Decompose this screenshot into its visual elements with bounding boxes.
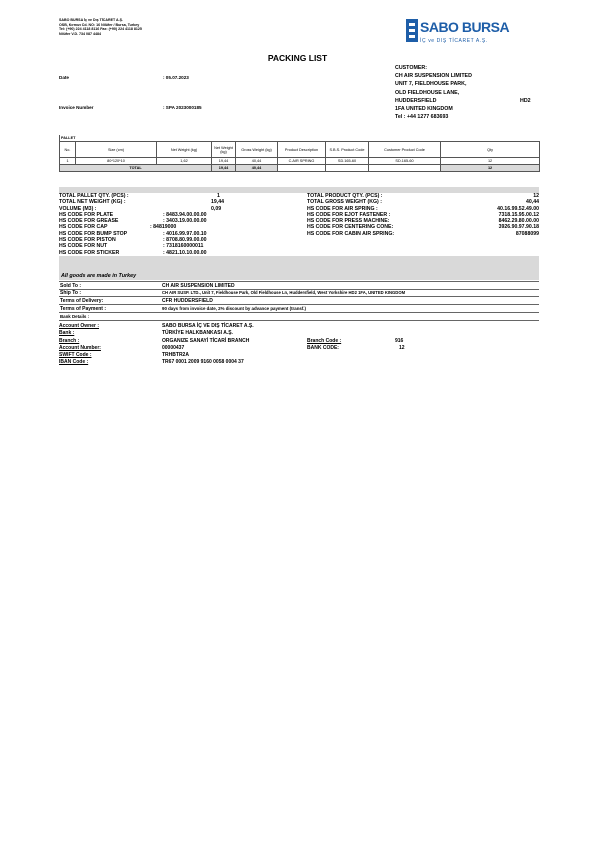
summary-value: 0,09	[211, 205, 222, 212]
bank-label: Bank :	[59, 330, 75, 337]
summary-value: : 4821.10.10.00.00	[163, 249, 207, 256]
customer-line: UNIT 7, FIELDHOUSE PARK,	[395, 81, 467, 88]
account-value: 00000437	[162, 344, 185, 351]
summary-label: HS CODE FOR CENTERING CONE:	[307, 224, 394, 231]
origin-note: All goods are made in Turkey	[61, 273, 137, 279]
sold-to-label: Sold To :	[60, 282, 82, 289]
summary-value: 3926.90.97.90.18	[498, 224, 539, 231]
logo-title: SABO BURSA	[420, 19, 510, 35]
delivery-label: Terms of Delivery:	[60, 297, 104, 304]
date-label: Date	[59, 75, 69, 80]
summary-label: HS CODE FOR PLATE	[59, 211, 114, 218]
customer-line: CH AIR SUSPENSION LIMITED	[395, 73, 472, 80]
summary-label: HS CODE FOR EJOT FASTENER :	[307, 211, 391, 218]
customer-line: 1FA UNITED KINGDOM	[395, 106, 453, 113]
summary-value: 40,44	[526, 199, 539, 206]
column-header: S.B.S. Product Code	[326, 142, 369, 158]
delivery-value: CFR HUDDERSFIELD	[162, 297, 213, 304]
summary-value: : 4016.99.97.00.10	[163, 230, 207, 237]
summary-value: 7318.15.95.00.12	[498, 211, 539, 218]
column-header: Customer Product Code	[369, 142, 441, 158]
customer-line: Tel : +44 1277 683693	[395, 114, 449, 121]
owner-value: SABO BURSA İÇ VE DIŞ TİCARET A.Ş.	[162, 323, 254, 329]
summary-label: HS CODE FOR GREASE	[59, 218, 119, 225]
total-net-weight: 19,44	[212, 165, 236, 172]
summary-value: 40.16.99.52.49.00	[497, 205, 539, 212]
page-title: PACKING LIST	[267, 53, 328, 63]
summary-label: TOTAL PALLET QTY. (PCS) :	[59, 193, 129, 199]
ship-to-label: Ship To :	[60, 289, 82, 296]
table-cell: C.AIR SPRING	[278, 158, 326, 165]
branch-code-label: Branch Code :	[307, 337, 342, 344]
table-cell: 40,44	[236, 158, 278, 165]
iban-label: IBAN Code :	[59, 359, 89, 366]
column-header: Size (cm)	[76, 142, 157, 158]
total-qty: 12	[441, 165, 540, 172]
summary-value: : 3403.19.00.00.00	[163, 218, 207, 225]
customer-line: HUDDERSFIELD	[395, 97, 437, 104]
bank-code-label: BANK CODE:	[307, 344, 339, 351]
packing-table	[59, 135, 540, 172]
company-address-block	[59, 18, 142, 36]
summary-value: : 7318160000011	[163, 243, 204, 250]
table-cell: 1	[60, 158, 76, 165]
customer-heading: CUSTOMER:	[395, 65, 427, 71]
column-header: No.	[60, 142, 76, 158]
pallet-header: PALLET	[60, 135, 540, 142]
summary-value: 19,44	[211, 199, 224, 206]
table-cell: 80*120*10	[76, 158, 157, 165]
company-name: SABO BURSA İç ve Dış TİCARET A.Ş.	[59, 18, 124, 22]
customer-postcode: HD2	[520, 97, 531, 104]
summary-value: 1	[217, 193, 220, 199]
column-header: Product Description	[278, 142, 326, 158]
bank-heading-row	[59, 313, 539, 321]
total-row	[60, 165, 540, 172]
branch-value: ORGANIZE SANAYİ TİCARİ BRANCH	[162, 337, 250, 344]
summary-label: HS CODE FOR PRESS MACHINE:	[307, 218, 390, 225]
company-logo	[406, 19, 536, 49]
logo-icon	[406, 19, 418, 42]
empty-cell	[369, 165, 441, 172]
column-header: Gross Weight (kg)	[236, 142, 278, 158]
bank-value: TÜRKİYE HALKBANKASI A.Ş.	[162, 330, 233, 337]
bank-details	[59, 323, 539, 373]
summary-label: VOLUME (M3) :	[59, 205, 97, 212]
branch-label: Branch :	[59, 337, 80, 344]
column-header: Net Weight (kg)	[157, 142, 212, 158]
iban-value: TR67 0001 2009 9160 0058 0004 37	[162, 359, 244, 366]
sold-to-value: CH AIR SUSPENSION LIMITED	[162, 282, 235, 289]
company-tax: Nilüfer V.D. 734 087 4484	[59, 31, 102, 36]
total-gross-weight: 40,44	[236, 165, 278, 172]
summary-label: TOTAL GROSS WEIGHT (KG) :	[307, 199, 382, 206]
owner-label: Account Owner :	[59, 323, 100, 329]
column-header: Qty	[441, 142, 540, 158]
table-cell: SD.165-60	[369, 158, 441, 165]
ship-to-value: CH AIR SUSP. LTD., Unit 7, Fieldhouse Park, Old Fieldhouse Ln, Huddersfield, West Yorkshire HD2 1FA, UNITED KINGDOM	[162, 290, 406, 296]
summary-label: HS CODE FOR AIR SPRING :	[307, 205, 378, 212]
company-phone: Tel: (+90) 224 4118 8116 Fax: (+90) 224 4118 8125	[59, 27, 142, 32]
total-label: TOTAL	[60, 165, 212, 172]
bank-code-value: 12	[399, 344, 405, 351]
customer-line: OLD FIELDHOUSE LANE,	[395, 89, 460, 96]
date-value: : 05.07.2023	[163, 75, 189, 80]
summary-label: HS CODE FOR CABIN AIR SPRING:	[307, 230, 395, 237]
summary-label: HS CODE FOR BUMP STOP	[59, 230, 128, 237]
summary-value: : 8708.80.99.00.00	[163, 237, 207, 244]
summary-label: TOTAL PRODUCT QTY. (PCS) :	[307, 193, 383, 199]
payment-label: Terms of Payment :	[60, 305, 107, 312]
summary-label: HS CODE FOR STICKER	[59, 249, 120, 256]
customer-block	[395, 64, 472, 121]
column-header: Net Weight (kg)	[212, 142, 236, 158]
table-row	[60, 158, 540, 165]
summary-value: 87088099	[515, 230, 539, 237]
table-cell: SD.165-60	[326, 158, 369, 165]
summary-block	[59, 193, 539, 256]
company-address: OSB, Kırmızı Cd. NO: 16 Nilüfer / Bursa, Turkey	[59, 22, 140, 27]
summary-value: 12	[533, 193, 539, 199]
bank-heading: Bank Details :	[60, 313, 90, 319]
table-cell: 1,62	[157, 158, 212, 165]
swift-value: TRHBTR2A	[162, 352, 189, 359]
empty-cell	[326, 165, 369, 172]
invoice-label: Invoice Number	[59, 105, 94, 110]
summary-value: 8462.29.80.00.00	[498, 218, 539, 225]
empty-cell	[278, 165, 326, 172]
summary-label: HS CODE FOR CAP	[59, 224, 108, 231]
logo-subtitle: İÇ ve DIŞ TİCARET A.Ş.	[420, 38, 488, 44]
branch-code-value: 916	[395, 337, 404, 344]
summary-value: : 84819000	[150, 224, 177, 231]
swift-label: SWIFT Code :	[59, 352, 92, 359]
payment-value: 90 days from invoice date, 2% discount by advance payment (transf.)	[162, 306, 306, 312]
table-cell: 12	[441, 158, 540, 165]
summary-value: : 8483.94.00.00.00	[163, 211, 207, 218]
table-cell: 19,44	[212, 158, 236, 165]
account-label: Account Number:	[59, 344, 101, 351]
summary-label: TOTAL NET WEIGHT (KG) :	[59, 199, 126, 206]
summary-label: HS CODE FOR NUT	[59, 243, 108, 250]
summary-label: HS CODE FOR PISTON	[59, 237, 116, 244]
invoice-value: : SPA 2023000185	[163, 105, 202, 110]
